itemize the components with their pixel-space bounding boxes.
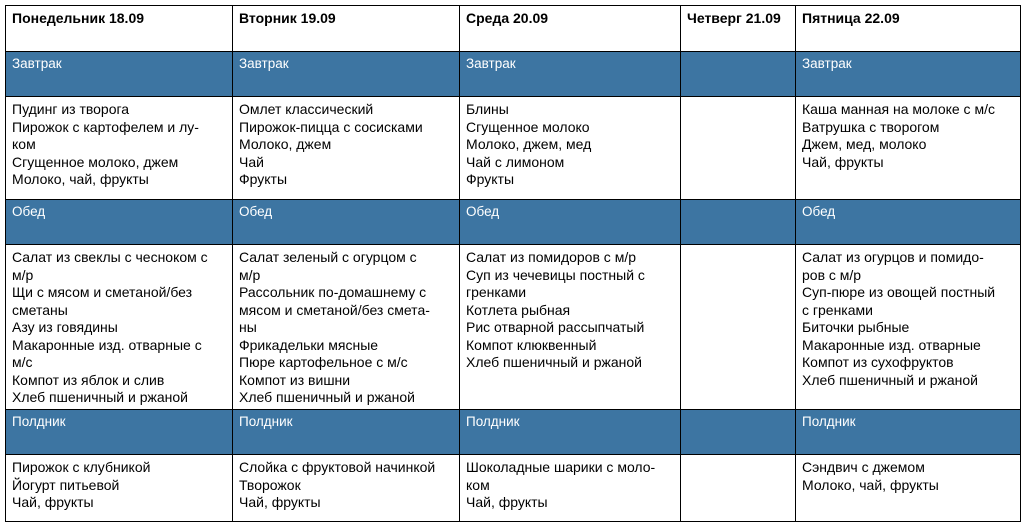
lunch-cell	[233, 245, 460, 410]
snack-cell	[796, 455, 1021, 522]
menu-item: Пирожок-пицца с сосисками	[239, 118, 423, 135]
snack-items-row	[6, 455, 1021, 522]
menu-item: Джем, мед, молоко	[802, 136, 927, 152]
menu-item: ком	[466, 476, 490, 493]
meal-label	[681, 200, 796, 245]
breakfast-cell	[796, 97, 1021, 200]
breakfast-label-row	[6, 52, 1021, 97]
lunch-cell	[6, 245, 233, 410]
meal-label	[681, 410, 796, 455]
menu-item: Пирожок с картофелем и лу-	[12, 118, 199, 135]
menu-item: Компот клюквенный	[466, 336, 597, 353]
menu-item: Молоко, чай, фрукты	[802, 476, 939, 493]
menu-item: Чай с лимоном	[466, 153, 565, 170]
breakfast-cell	[681, 97, 796, 200]
meal-label: Полдник	[233, 410, 460, 455]
menu-item: мясом и сметаной/без смета-	[239, 301, 430, 318]
menu-item: Омлет классический	[239, 101, 374, 117]
menu-item: Хлеб пшеничный и ржаной	[802, 371, 978, 388]
menu-item: Макаронные изд. отварные с	[12, 336, 202, 353]
day-header: Пятница 22.09	[796, 6, 1021, 52]
menu-item: Сэндвич с джемом	[802, 459, 925, 475]
menu-item: Салат из огурцов и помидо-	[802, 249, 984, 265]
meal-label: Завтрак	[796, 52, 1021, 97]
menu-item: Макаронные изд. отварные	[802, 336, 981, 353]
menu-item: Биточки рыбные	[802, 319, 910, 335]
menu-item: Пюре картофельное с м/с	[239, 354, 408, 370]
breakfast-items-row	[6, 97, 1021, 200]
snack-cell	[681, 455, 796, 522]
meal-label	[681, 52, 796, 97]
snack-cell	[233, 455, 460, 522]
meal-label: Обед	[233, 200, 460, 245]
menu-item: Хлеб пшеничный и ржаной	[466, 354, 642, 370]
menu-item: Суп-пюре из овощей постный	[802, 284, 996, 300]
menu-item: Слойка с фруктовой начинкой	[239, 459, 436, 475]
menu-item: Чай, фрукты	[239, 494, 321, 510]
snack-label-row	[6, 410, 1021, 455]
lunch-items-row	[6, 245, 1021, 410]
menu-item: Компот из яблок и слив	[12, 371, 165, 388]
menu-item: м/р	[12, 266, 34, 283]
menu-item: Салат зеленый с огурцом с	[239, 249, 417, 265]
meal-label: Полдник	[460, 410, 681, 455]
menu-item: Компот из сухофруктов	[802, 354, 954, 370]
meal-label: Полдник	[6, 410, 233, 455]
menu-item: Блины	[466, 101, 509, 117]
day-header: Понедельник 18.09	[6, 6, 233, 52]
menu-item: Молоко, чай, фрукты	[12, 171, 149, 187]
menu-item: Салат из помидоров с м/р	[466, 249, 636, 265]
day-header: Среда 20.09	[460, 6, 681, 52]
menu-item: Компот из вишни	[239, 371, 351, 388]
meal-label: Обед	[6, 200, 233, 245]
menu-item: ров с м/р	[802, 266, 862, 283]
menu-item: с гренками	[802, 301, 873, 318]
breakfast-cell	[6, 97, 233, 200]
menu-item: Молоко, джем, мед	[466, 136, 592, 152]
menu-item: Чай, фрукты	[466, 494, 548, 510]
weekly-menu-table	[5, 5, 1021, 522]
menu-item: гренками	[466, 284, 527, 300]
menu-item: м/с	[12, 354, 33, 370]
menu-item: сметаны	[12, 301, 68, 318]
header-row	[6, 6, 1021, 52]
lunch-cell	[796, 245, 1021, 410]
meal-label: Полдник	[796, 410, 1021, 455]
lunch-cell	[681, 245, 796, 410]
menu-item: Котлета рыбная	[466, 301, 571, 318]
menu-item: Хлеб пшеничный и ржаной	[12, 389, 188, 405]
menu-item: Творожок	[239, 476, 301, 493]
menu-item: Каша манная на молоке с м/с	[802, 101, 995, 117]
menu-item: Йогурт питьевой	[12, 476, 120, 493]
breakfast-cell	[460, 97, 681, 200]
day-header: Четверг 21.09	[681, 6, 796, 52]
menu-item: Фрукты	[239, 171, 288, 187]
menu-item: Суп из чечевицы постный с	[466, 266, 645, 283]
menu-item: Чай, фрукты	[802, 153, 884, 170]
menu-item: Сгущенное молоко, джем	[12, 153, 179, 170]
menu-item: Щи с мясом и сметаной/без	[12, 284, 193, 300]
menu-item: Чай, фрукты	[12, 494, 94, 510]
menu-item: Фрикадельки мясные	[239, 336, 379, 353]
snack-cell	[6, 455, 233, 522]
lunch-label-row	[6, 200, 1021, 245]
menu-item: Пирожок с клубникой	[12, 459, 151, 475]
menu-item: Фрукты	[466, 171, 515, 187]
meal-label: Завтрак	[233, 52, 460, 97]
menu-item: Шоколадные шарики с моло-	[466, 459, 656, 475]
meal-label: Завтрак	[6, 52, 233, 97]
day-header: Вторник 19.09	[233, 6, 460, 52]
menu-item: ны	[239, 319, 257, 335]
menu-item: Пудинг из творога	[12, 101, 130, 117]
menu-item: Чай	[239, 153, 264, 170]
menu-item: Салат из свеклы с чесноком с	[12, 249, 208, 265]
lunch-cell	[460, 245, 681, 410]
breakfast-cell	[233, 97, 460, 200]
snack-cell	[460, 455, 681, 522]
menu-item: Молоко, джем	[239, 136, 332, 152]
menu-item: ком	[12, 136, 36, 152]
menu-item: м/р	[239, 266, 261, 283]
meal-label: Завтрак	[460, 52, 681, 97]
meal-label: Обед	[796, 200, 1021, 245]
menu-item: Сгущенное молоко	[466, 118, 590, 135]
menu-item: Рис отварной рассыпчатый	[466, 319, 645, 335]
menu-item: Рассольник по-домашнему с	[239, 284, 427, 300]
meal-label: Обед	[460, 200, 681, 245]
menu-item: Ватрушка с творогом	[802, 118, 940, 135]
menu-item: Азу из говядины	[12, 319, 118, 335]
menu-item: Хлеб пшеничный и ржаной	[239, 389, 415, 405]
